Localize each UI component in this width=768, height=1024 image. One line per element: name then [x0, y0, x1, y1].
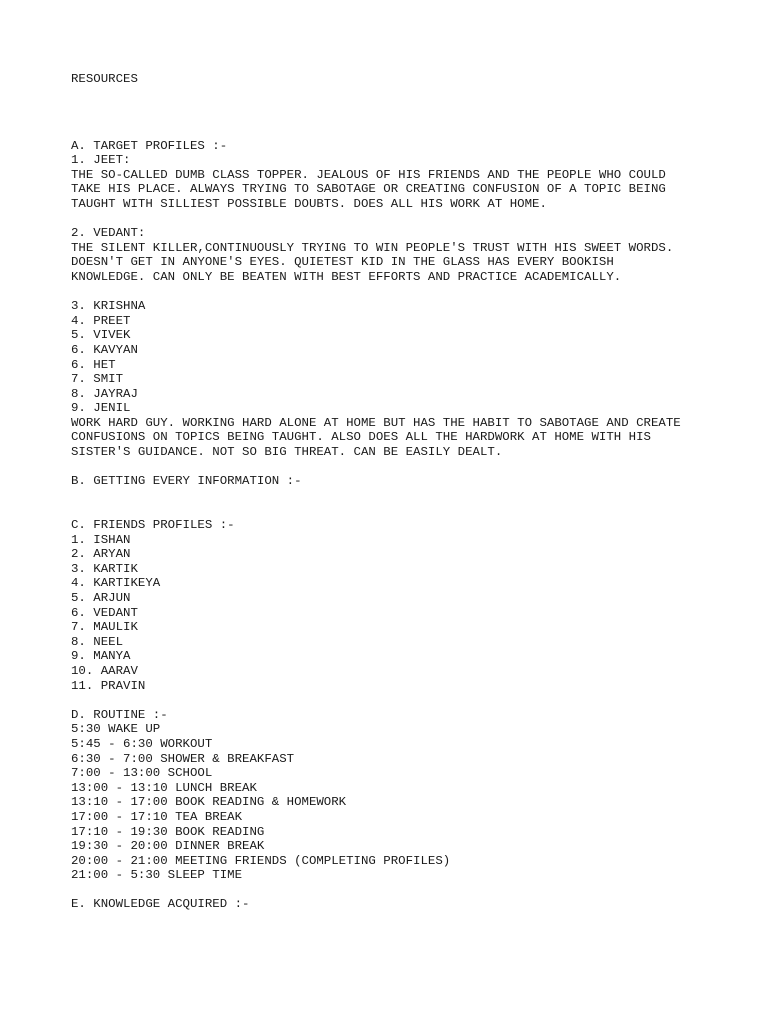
profile-jenil-line: CONFUSIONS ON TOPICS BEING TAUGHT. ALSO DOES ALL THE HARDWORK AT HOME WITH HIS — [71, 430, 651, 445]
target-list-item: 6. KAVYAN — [71, 342, 138, 357]
friend-list-item: 5. ARJUN — [71, 591, 131, 605]
routine-item: 19:30 - 20:00 DINNER BREAK — [71, 839, 265, 854]
profile-vedant-name: 2. VEDANT: — [71, 226, 146, 241]
routine-item: 13:00 - 13:10 LUNCH BREAK — [71, 780, 257, 795]
profile-jenil-line: WORK HARD GUY. WORKING HARD ALONE AT HOME BUT HAS THE HABIT TO SABOTAGE AND CREATE — [71, 415, 681, 430]
target-list-item: 8. JAYRAJ — [71, 386, 138, 401]
routine-item: 17:00 - 17:10 TEA BREAK — [71, 809, 243, 824]
routine-item: 13:10 - 17:00 BOOK READING & HOMEWORK — [71, 795, 347, 810]
section-target-profiles — [71, 139, 731, 460]
routine-item: 17:10 - 19:30 BOOK READING — [71, 824, 265, 839]
target-list-item: 7. SMIT — [71, 372, 124, 387]
friend-list-item: 6. VEDANT — [71, 605, 138, 620]
profile-jeet-name: 1. JEET: — [71, 153, 131, 168]
friend-list-item: 1. ISHAN — [71, 532, 131, 547]
profile-jeet-line: THE SO-CALLED DUMB CLASS TOPPER. JEALOUS OF HIS FRIENDS AND THE PEOPLE WHO COULD — [71, 167, 666, 182]
friend-list-item: 9. MANYA — [71, 649, 131, 664]
section-friends-profiles — [71, 518, 731, 693]
friend-list-item: 3. KARTIK — [71, 561, 138, 576]
friend-list-item: 4. KARTIKEYA — [71, 576, 161, 591]
section-routine — [71, 708, 731, 883]
profile-vedant-line: THE SILENT KILLER,CONTINUOUSLY TRYING TO WIN PEOPLE'S TRUST WITH HIS SWEET WORDS. — [71, 240, 674, 255]
profile-jenil-line: SISTER'S GUIDANCE. NOT SO BIG THREAT. CAN BE EASILY DEALT. — [71, 445, 503, 460]
target-list-item: 5. VIVEK — [71, 328, 131, 343]
friend-list-item: 10. AARAV — [71, 663, 138, 678]
section-a-heading: A. TARGET PROFILES :- — [71, 138, 228, 153]
routine-item: 5:45 - 6:30 WORKOUT — [71, 736, 213, 751]
target-list-item: 6. HET — [71, 357, 116, 372]
routine-item: 20:00 - 21:00 MEETING FRIENDS (COMPLETING PROFILES) — [71, 853, 451, 868]
profile-jeet-line: TAUGHT WITH SILLIEST POSSIBLE DOUBTS. DOES ALL HIS WORK AT HOME. — [71, 196, 547, 211]
routine-item: 5:30 WAKE UP — [71, 722, 161, 737]
section-d-heading: D. ROUTINE :- — [71, 707, 168, 722]
routine-item: 21:00 - 5:30 SLEEP TIME — [71, 868, 243, 883]
routine-item: 6:30 - 7:00 SHOWER & BREAKFAST — [71, 751, 295, 766]
section-c-heading: C. FRIENDS PROFILES :- — [71, 518, 235, 533]
section-e-heading: E. KNOWLEDGE ACQUIRED :- — [71, 897, 250, 912]
document-body — [71, 72, 731, 912]
friend-list-item: 8. NEEL — [71, 634, 124, 649]
section-b-heading: B. GETTING EVERY INFORMATION :- — [71, 474, 302, 489]
target-list-item: 3. KRISHNA — [71, 299, 146, 314]
routine-item: 7:00 - 13:00 SCHOOL — [71, 766, 213, 781]
friend-list-item: 11. PRAVIN — [71, 678, 146, 693]
target-list-item: 4. PREET — [71, 313, 131, 328]
profile-vedant-line: KNOWLEDGE. CAN ONLY BE BEATEN WITH BEST EFFORTS AND PRACTICE ACADEMICALLY. — [71, 269, 622, 284]
document-title: RESOURCES — [71, 72, 138, 86]
target-list-item: 9. JENIL — [71, 401, 131, 416]
friend-list-item: 7. MAULIK — [71, 620, 138, 635]
profile-jeet-line: TAKE HIS PLACE. ALWAYS TRYING TO SABOTAGE OR CREATING CONFUSION OF A TOPIC BEING — [71, 182, 666, 197]
friend-list-item: 2. ARYAN — [71, 547, 131, 562]
profile-vedant-line: DOESN'T GET IN ANYONE'S EYES. QUIETEST KID IN THE GLASS HAS EVERY BOOKISH — [71, 255, 614, 270]
